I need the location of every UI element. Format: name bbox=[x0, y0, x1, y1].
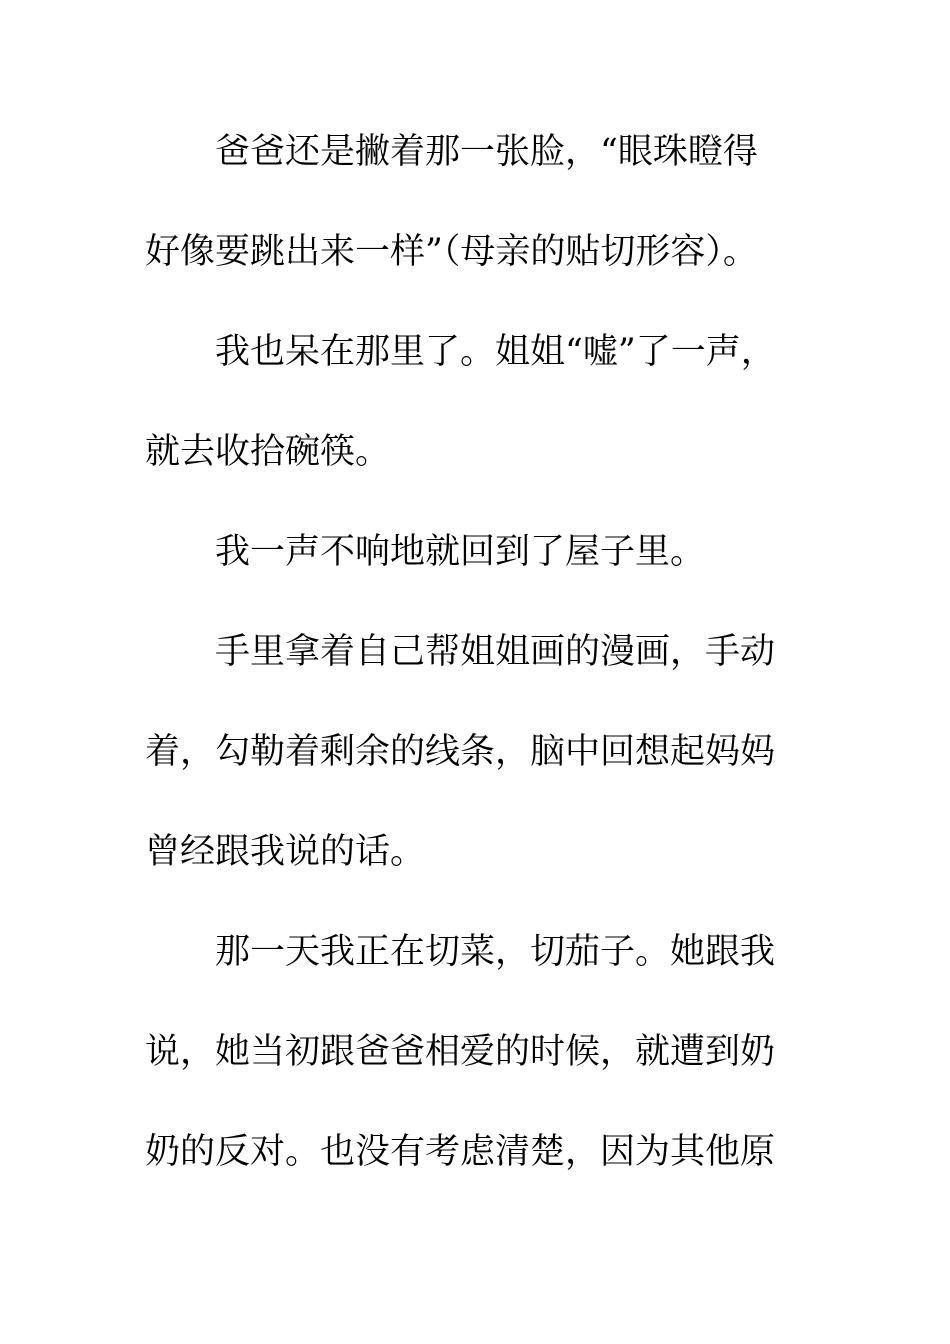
paragraph-1-line-2: 好像要跳出来一样”（母亲的贴切形容）。 bbox=[145, 232, 758, 272]
paragraph-4-line-3: 曾经跟我说的话。 bbox=[145, 832, 426, 872]
paragraph-5-line-3: 奶的反对。也没有考虑清楚，因为其他原 bbox=[145, 1132, 776, 1172]
paragraph-3-line-1: 我一声不响地就回到了屋子里。 bbox=[215, 532, 706, 572]
paragraph-5-line-2: 说，她当初跟爸爸相爱的时候，就遭到奶 bbox=[145, 1032, 776, 1072]
paragraph-2-line-2: 就去收拾碗筷。 bbox=[145, 432, 391, 472]
paragraph-1-line-1: 爸爸还是撇着那一张脸，“眼珠瞪得 bbox=[215, 132, 758, 172]
paragraph-5-line-1: 那一天我正在切菜，切茄子。她跟我 bbox=[215, 932, 776, 972]
paragraph-2-line-1: 我也呆在那里了。姐姐“嘘”了一声， bbox=[215, 332, 776, 372]
paragraph-4-line-2: 着，勾勒着剩余的线条，脑中回想起妈妈 bbox=[145, 732, 776, 772]
paragraph-4-line-1: 手里拿着自己帮姐姐画的漫画，手动 bbox=[215, 632, 776, 672]
